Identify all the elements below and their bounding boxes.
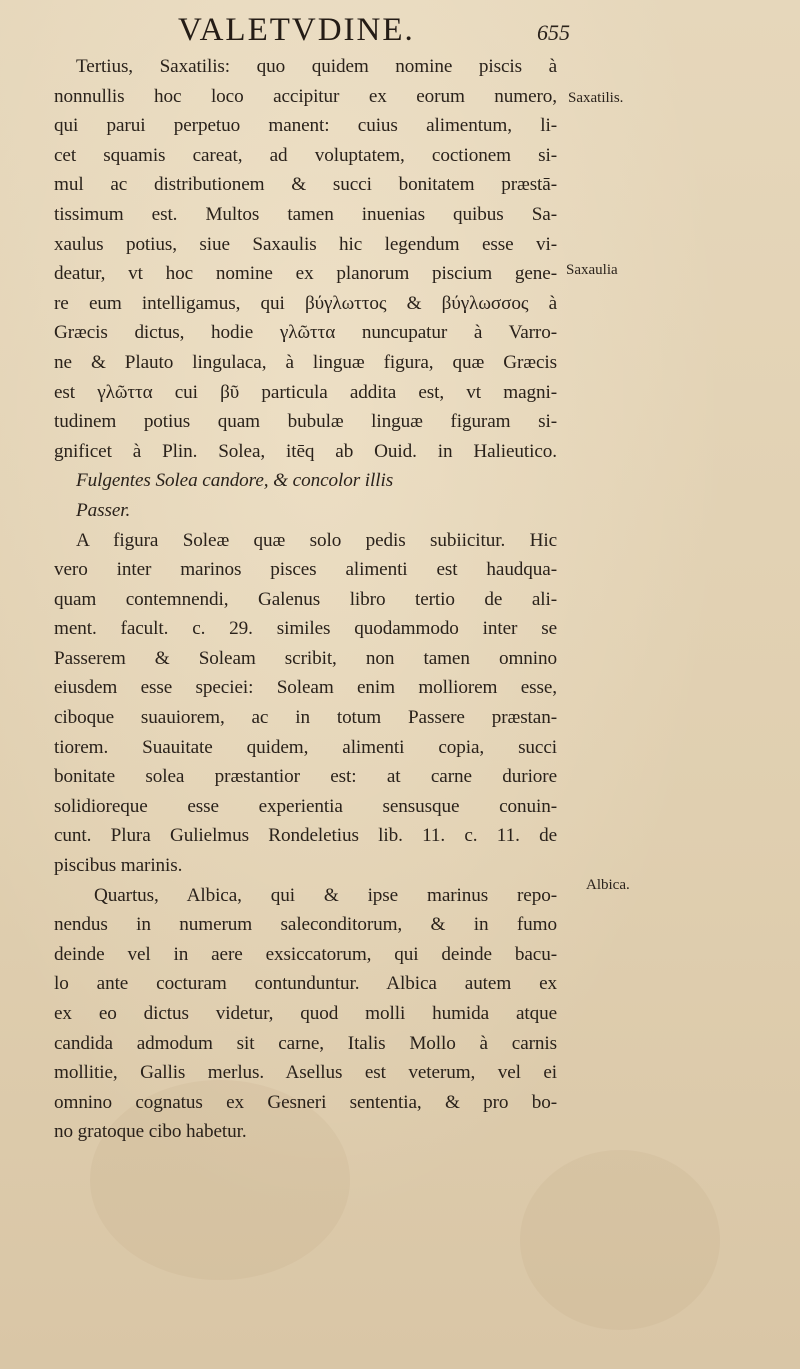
paper-stain bbox=[520, 1150, 720, 1330]
text-line: deatur, vt hoc nomine ex planorum piscium gene- bbox=[54, 263, 557, 285]
margin-note-saxatilis: Saxatilis. bbox=[568, 90, 624, 106]
text-line: eiusdem esse speciei: Soleam enim molliorem esse, bbox=[54, 677, 557, 699]
text-line: Quartus, Albica, qui & ipse marinus repo- bbox=[94, 884, 557, 906]
text-line: piscibus marinis. bbox=[54, 855, 183, 877]
text-line: ex eo dictus videtur, quod molli humida atque bbox=[54, 1003, 557, 1024]
text-line: gnificet à Plin. Solea, itēq ab Ouid. in Halieutico. bbox=[54, 440, 557, 462]
text-line: Tertius, Saxatilis: quo quidem nomine piscis à bbox=[76, 56, 557, 77]
verse-line: Passer. bbox=[76, 499, 131, 521]
text-line: Passerem & Soleam scribit, non tamen omnino bbox=[54, 647, 557, 669]
text-line: candida admodum sit carne, Italis Mollo à carnis bbox=[54, 1032, 557, 1054]
text-line: omnino cognatus ex Gesneri sententia, & pro bo- bbox=[54, 1091, 557, 1113]
running-head bbox=[0, 8, 800, 48]
text-line: lo ante cocturam contunduntur. Albica autem ex bbox=[54, 973, 557, 995]
text-line: ne & Plauto lingulaca, à linguæ figura, quæ Græcis bbox=[54, 351, 557, 373]
body-text bbox=[54, 52, 557, 1147]
text-line: no gratoque cibo habetur. bbox=[54, 1121, 247, 1143]
text-line: re eum intelligamus, qui βύγλωττος & βύγλωσσος à bbox=[54, 292, 557, 314]
text-line: vero inter marinos pisces alimenti est haudqua- bbox=[54, 559, 557, 581]
text-line: A figura Soleæ quæ solo pedis subiicitur. Hic bbox=[76, 529, 557, 551]
text-line: qui parui perpetuo manent: cuius alimentum, li- bbox=[54, 115, 557, 137]
margin-note-albica: Albica. bbox=[586, 877, 630, 893]
margin-note-saxaulia: Saxaulia bbox=[566, 262, 618, 278]
text-line: deinde vel in aere exsiccatorum, qui deinde bacu- bbox=[54, 943, 557, 965]
text-line: solidioreque esse experientia sensusque conuin- bbox=[54, 795, 557, 817]
text-line: cet squamis careat, ad voluptatem, coctionem si- bbox=[54, 144, 557, 166]
text-line: nonnullis hoc loco accipitur ex eorum numero, bbox=[54, 85, 557, 107]
text-line: est γλῶττα cui βῦ particula addita est, vt magni- bbox=[54, 381, 557, 403]
text-line: nendus in numerum saleconditorum, & in fumo bbox=[54, 914, 557, 936]
running-title: VALETVDINE. bbox=[178, 12, 415, 48]
verse-line: Fulgentes Solea candore, & concolor illis bbox=[76, 470, 394, 492]
text-line: tudinem potius quam bubulæ linguæ figuram si- bbox=[54, 411, 557, 433]
text-line: quam contemnendi, Galenus libro tertio de ali- bbox=[54, 588, 557, 610]
text-line: xaulus potius, siue Saxaulis hic legendum esse vi- bbox=[54, 233, 557, 255]
text-line: ment. facult. c. 29. similes quodammodo inter se bbox=[54, 618, 557, 640]
text-line: mollitie, Gallis merlus. Asellus est veterum, vel ei bbox=[54, 1062, 557, 1084]
text-line: Græcis dictus, hodie γλῶττα nuncupatur à Varro- bbox=[54, 322, 557, 344]
text-line: bonitate solea præstantior est: at carne duriore bbox=[54, 766, 557, 788]
text-line: ciboque suauiorem, ac in totum Passere præstan- bbox=[54, 707, 557, 729]
text-line: tissimum est. Multos tamen inuenias quibus Sa- bbox=[54, 203, 557, 225]
text-line: cunt. Plura Gulielmus Rondeletius lib. 11. c. 11. de bbox=[54, 825, 557, 847]
page-number: 655 bbox=[537, 20, 570, 45]
text-line: tiorem. Suauitate quidem, alimenti copia, succi bbox=[54, 736, 557, 758]
text-line: mul ac distributionem & succi bonitatem præstā- bbox=[54, 174, 557, 196]
